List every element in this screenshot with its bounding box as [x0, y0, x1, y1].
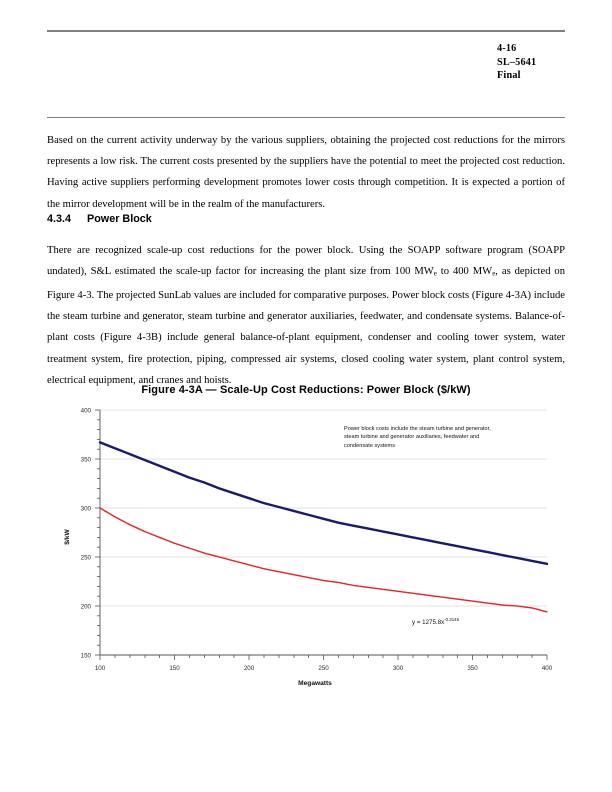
figure-caption: Figure 4-3A — Scale-Up Cost Reductions: Power Block ($/kW)	[141, 384, 471, 396]
note-line-2: steam turbine and generator auxiliaries, feedwater and	[344, 434, 480, 441]
header-status: Final	[497, 70, 521, 82]
x-tick-250: 250	[318, 665, 329, 672]
y-tick-200: 200	[80, 603, 91, 611]
chart-y-tick-labels	[81, 408, 92, 660]
x-axis-title: Megawatts	[298, 680, 332, 687]
chart-x-ticks	[100, 655, 547, 660]
paragraph-mirrors: Based on the current activity underway by the various suppliers, obtaining the projected cost reductions for the mirrors represents a low risk. The current costs presented by the suppliers have the potential to meet the projected cost reduction. Having active suppliers performing development promotes lower costs through competition. It is expected a portion of the mirror development will be in the realm of the manufacturers.	[47, 135, 565, 210]
paragraph-mirrors-block	[47, 130, 565, 215]
header-rule-bottom	[47, 117, 565, 118]
para2-part2: to 400 MW	[436, 266, 493, 278]
x-tick-300: 300	[392, 665, 404, 672]
para2-part1: There are recognized scale-up cost reductions for the power block. Using the SOAPP software program (SOAPP undated), S&L estimated the scale-up factor for increasing the plant size from 100 MW	[47, 245, 565, 278]
para2-subscript-e-1: e	[433, 269, 437, 278]
note-line-3: condensate systems	[344, 442, 395, 449]
header-doc-number: SL–5641	[497, 56, 537, 68]
chart-equation-label	[412, 617, 459, 626]
chart-annotation-note	[344, 425, 564, 450]
equation-exponent: -0.3145	[444, 617, 460, 622]
section-heading-power-block	[47, 212, 152, 226]
y-tick-350: 350	[80, 456, 91, 464]
note-line-1: Power block costs include the steam turbine and generator,	[344, 426, 491, 432]
series-line-sunlab	[100, 508, 547, 612]
paragraph-power-block-block	[47, 240, 565, 391]
chart-y-ticks	[95, 410, 100, 655]
x-tick-350: 350	[467, 665, 478, 672]
equation-base: y = 1275.8x	[412, 619, 445, 627]
header-rule-top	[47, 30, 565, 32]
section-number: 4.3.4	[47, 213, 72, 225]
paragraph-power-block	[47, 240, 565, 391]
x-tick-100: 100	[94, 665, 106, 672]
para2-subscript-e-2: e	[492, 269, 496, 278]
series-line-sl-soapp	[100, 442, 547, 564]
page-header	[497, 42, 536, 83]
y-tick-250: 250	[80, 554, 91, 562]
y-tick-150: 150	[80, 652, 91, 660]
x-tick-150: 150	[169, 665, 180, 672]
y-axis-title: $/kW	[64, 529, 71, 545]
y-tick-300: 300	[80, 505, 91, 513]
x-tick-200: 200	[243, 665, 255, 672]
figure-chart	[47, 405, 565, 690]
chart-x-tick-labels	[95, 665, 553, 672]
header-page-number: 4-16	[497, 43, 517, 54]
x-tick-400: 400	[541, 665, 553, 672]
y-tick-400: 400	[80, 407, 91, 415]
section-title: Power Block	[87, 213, 152, 225]
para2-part3: , as depicted on Figure 4-3. The projected SunLab values are included for comparative purposes. Power block costs (Figure 4-3A) include the steam turbine and generator, steam turbine and generator auxiliaries, feedwater, and condensate systems. Balance-of-plant costs (Figure 4-3B) include general balance-of-plant equipment, condenser and cooling tower system, water treatment system, fire protection, piping, compressed air systems, closed cooling water system, plant control system, electrical equipment, and cranes and hoists.	[47, 266, 565, 386]
